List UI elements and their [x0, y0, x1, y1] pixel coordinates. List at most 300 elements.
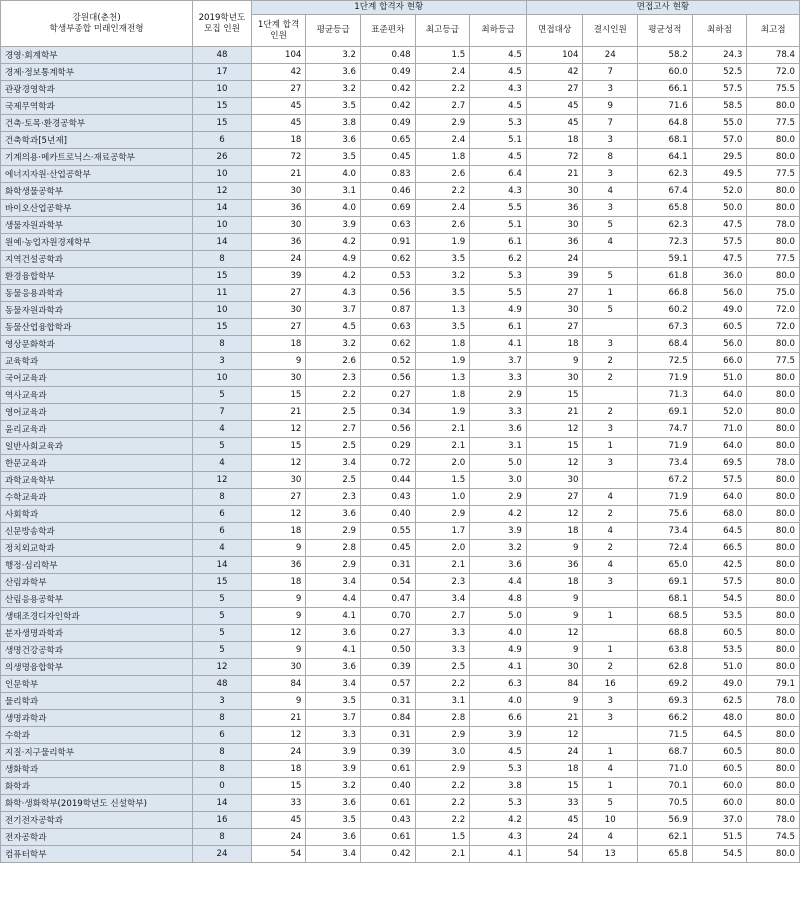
cell-max-score: 78.4	[747, 47, 800, 64]
cell-best-grade: 3.0	[415, 744, 470, 761]
cell-best-grade: 2.4	[415, 64, 470, 81]
cell-max-score: 80.0	[747, 200, 800, 217]
cell-std-dev: 0.44	[361, 472, 416, 489]
cell-stage1-passed: 21	[251, 166, 306, 183]
cell-worst-grade: 4.1	[470, 659, 527, 676]
cell-best-grade: 1.5	[415, 47, 470, 64]
cell-avg-grade: 4.0	[306, 200, 361, 217]
cell-quota: 15	[193, 115, 252, 132]
cell-avg-score: 72.3	[638, 234, 693, 251]
cell-worst-grade: 3.3	[470, 370, 527, 387]
cell-worst-grade: 6.6	[470, 710, 527, 727]
cell-avg-score: 69.3	[638, 693, 693, 710]
cell-worst-grade: 4.2	[470, 812, 527, 829]
table-row	[1, 846, 800, 863]
table-row	[1, 200, 800, 217]
cell-interview-target: 15	[526, 387, 583, 404]
cell-department: 일반사회교육과	[1, 438, 193, 455]
cell-best-grade: 3.3	[415, 642, 470, 659]
cell-avg-score: 65.8	[638, 846, 693, 863]
cell-min-score: 51.0	[692, 370, 747, 387]
cell-absentees: 3	[583, 574, 638, 591]
cell-best-grade: 2.2	[415, 778, 470, 795]
cell-avg-grade: 3.5	[306, 149, 361, 166]
cell-stage1-passed: 36	[251, 234, 306, 251]
cell-department: 바이오산업공학부	[1, 200, 193, 217]
cell-max-score: 80.0	[747, 183, 800, 200]
cell-department: 화학·생화학부(2019학년도 신설학부)	[1, 795, 193, 812]
cell-department: 국제무역학과	[1, 98, 193, 115]
cell-quota: 6	[193, 132, 252, 149]
cell-department: 인문학부	[1, 676, 193, 693]
cell-stage1-passed: 9	[251, 693, 306, 710]
cell-max-score: 80.0	[747, 778, 800, 795]
cell-avg-score: 62.8	[638, 659, 693, 676]
cell-worst-grade: 5.5	[470, 285, 527, 302]
cell-min-score: 49.5	[692, 166, 747, 183]
cell-quota: 4	[193, 455, 252, 472]
cell-avg-score: 71.9	[638, 370, 693, 387]
cell-worst-grade: 3.9	[470, 523, 527, 540]
cell-quota: 10	[193, 302, 252, 319]
cell-quota: 10	[193, 217, 252, 234]
table-row	[1, 540, 800, 557]
cell-best-grade: 2.4	[415, 132, 470, 149]
cell-std-dev: 0.49	[361, 115, 416, 132]
cell-avg-grade: 3.9	[306, 744, 361, 761]
table-title-line2: 학생부종합 미래인재전형	[49, 23, 144, 34]
cell-avg-score: 73.4	[638, 455, 693, 472]
cell-quota: 15	[193, 319, 252, 336]
cell-worst-grade: 5.3	[470, 795, 527, 812]
table-row	[1, 98, 800, 115]
cell-stage1-passed: 42	[251, 64, 306, 81]
cell-std-dev: 0.31	[361, 727, 416, 744]
cell-avg-grade: 3.2	[306, 47, 361, 64]
cell-max-score: 80.0	[747, 404, 800, 421]
cell-interview-target: 45	[526, 812, 583, 829]
cell-department: 생물자원과학부	[1, 217, 193, 234]
cell-interview-target: 33	[526, 795, 583, 812]
cell-avg-grade: 3.8	[306, 115, 361, 132]
cell-absentees: 5	[583, 302, 638, 319]
cell-min-score: 71.0	[692, 421, 747, 438]
cell-min-score: 49.0	[692, 302, 747, 319]
cell-absentees: 4	[583, 523, 638, 540]
cell-avg-grade: 3.4	[306, 676, 361, 693]
interview-group-header: 면접고사 현황	[526, 1, 799, 15]
cell-avg-grade: 3.5	[306, 693, 361, 710]
cell-stage1-passed: 24	[251, 744, 306, 761]
cell-avg-grade: 3.5	[306, 812, 361, 829]
cell-department: 신문방송학과	[1, 523, 193, 540]
cell-quota: 0	[193, 778, 252, 795]
cell-std-dev: 0.53	[361, 268, 416, 285]
cell-avg-grade: 2.2	[306, 387, 361, 404]
cell-std-dev: 0.63	[361, 319, 416, 336]
cell-absentees: 2	[583, 506, 638, 523]
cell-department: 지역건설공학과	[1, 251, 193, 268]
quota-header-line1: 2019학년도	[198, 12, 246, 23]
table-row	[1, 659, 800, 676]
cell-absentees: 7	[583, 115, 638, 132]
cell-department: 동물응용과학과	[1, 285, 193, 302]
cell-stage1-passed: 9	[251, 591, 306, 608]
cell-avg-score: 61.8	[638, 268, 693, 285]
cell-quota: 10	[193, 81, 252, 98]
cell-best-grade: 3.5	[415, 251, 470, 268]
cell-std-dev: 0.49	[361, 64, 416, 81]
cell-min-score: 64.5	[692, 727, 747, 744]
cell-avg-score: 60.2	[638, 302, 693, 319]
cell-best-grade: 2.2	[415, 795, 470, 812]
cell-min-score: 58.5	[692, 98, 747, 115]
cell-worst-grade: 6.2	[470, 251, 527, 268]
cell-std-dev: 0.61	[361, 761, 416, 778]
cell-stage1-passed: 30	[251, 659, 306, 676]
cell-min-score: 36.0	[692, 268, 747, 285]
cell-std-dev: 0.43	[361, 812, 416, 829]
cell-avg-grade: 3.2	[306, 81, 361, 98]
cell-best-grade: 2.1	[415, 846, 470, 863]
cell-max-score: 80.0	[747, 659, 800, 676]
cell-quota: 7	[193, 404, 252, 421]
cell-department: 영어교육과	[1, 404, 193, 421]
cell-worst-grade: 3.3	[470, 404, 527, 421]
cell-best-grade: 2.6	[415, 166, 470, 183]
cell-worst-grade: 5.3	[470, 115, 527, 132]
cell-stage1-passed: 9	[251, 353, 306, 370]
cell-min-score: 47.5	[692, 251, 747, 268]
cell-std-dev: 0.87	[361, 302, 416, 319]
cell-min-score: 68.0	[692, 506, 747, 523]
cell-min-score: 57.5	[692, 234, 747, 251]
cell-avg-score: 66.8	[638, 285, 693, 302]
cell-min-score: 51.0	[692, 659, 747, 676]
cell-interview-target: 36	[526, 557, 583, 574]
cell-min-score: 55.0	[692, 115, 747, 132]
cell-max-score: 80.0	[747, 727, 800, 744]
cell-worst-grade: 2.9	[470, 387, 527, 404]
cell-min-score: 47.5	[692, 217, 747, 234]
cell-avg-score: 62.3	[638, 217, 693, 234]
cell-absentees: 13	[583, 846, 638, 863]
cell-avg-grade: 4.1	[306, 608, 361, 625]
cell-quota: 15	[193, 574, 252, 591]
cell-min-score: 64.0	[692, 387, 747, 404]
cell-min-score: 60.0	[692, 778, 747, 795]
cell-min-score: 66.5	[692, 540, 747, 557]
cell-absentees	[583, 387, 638, 404]
cell-max-score: 80.0	[747, 642, 800, 659]
cell-interview-target: 30	[526, 302, 583, 319]
cell-max-score: 78.0	[747, 812, 800, 829]
cell-worst-grade: 3.2	[470, 540, 527, 557]
cell-avg-grade: 4.2	[306, 268, 361, 285]
cell-avg-grade: 3.6	[306, 659, 361, 676]
cell-best-grade: 2.9	[415, 506, 470, 523]
cell-interview-target: 54	[526, 846, 583, 863]
cell-department: 화학생물공학부	[1, 183, 193, 200]
cell-stage1-passed: 18	[251, 523, 306, 540]
cell-worst-grade: 3.9	[470, 727, 527, 744]
cell-interview-target: 21	[526, 404, 583, 421]
cell-absentees: 1	[583, 285, 638, 302]
cell-min-score: 52.0	[692, 404, 747, 421]
cell-stage1-passed: 54	[251, 846, 306, 863]
cell-min-score: 60.5	[692, 319, 747, 336]
cell-quota: 8	[193, 251, 252, 268]
cell-avg-score: 71.9	[638, 438, 693, 455]
cell-avg-score: 63.8	[638, 642, 693, 659]
cell-best-grade: 2.5	[415, 659, 470, 676]
cell-department: 정치외교학과	[1, 540, 193, 557]
cell-department: 의생명융합학부	[1, 659, 193, 676]
cell-quota: 11	[193, 285, 252, 302]
cell-department: 생화학과	[1, 761, 193, 778]
cell-std-dev: 0.47	[361, 591, 416, 608]
cell-max-score: 80.0	[747, 438, 800, 455]
cell-stage1-passed: 18	[251, 761, 306, 778]
cell-best-grade: 1.8	[415, 387, 470, 404]
cell-worst-grade: 4.1	[470, 846, 527, 863]
cell-best-grade: 1.8	[415, 336, 470, 353]
cell-absentees: 5	[583, 217, 638, 234]
cell-stage1-passed: 45	[251, 98, 306, 115]
cell-std-dev: 0.42	[361, 81, 416, 98]
cell-max-score: 80.0	[747, 574, 800, 591]
cell-min-score: 64.5	[692, 523, 747, 540]
cell-interview-target: 30	[526, 659, 583, 676]
cell-quota: 26	[193, 149, 252, 166]
cell-avg-grade: 2.5	[306, 472, 361, 489]
cell-avg-score: 60.0	[638, 64, 693, 81]
cell-interview-target: 104	[526, 47, 583, 64]
cell-std-dev: 0.61	[361, 829, 416, 846]
table-row	[1, 642, 800, 659]
cell-std-dev: 0.39	[361, 659, 416, 676]
cell-interview-target: 39	[526, 268, 583, 285]
cell-max-score: 80.0	[747, 710, 800, 727]
cell-std-dev: 0.65	[361, 132, 416, 149]
col-best-grade: 최고등급	[415, 15, 470, 47]
cell-worst-grade: 4.3	[470, 183, 527, 200]
cell-avg-score: 62.1	[638, 829, 693, 846]
table-row	[1, 523, 800, 540]
cell-std-dev: 0.63	[361, 217, 416, 234]
cell-avg-grade: 3.9	[306, 217, 361, 234]
cell-avg-score: 72.5	[638, 353, 693, 370]
cell-min-score: 50.0	[692, 200, 747, 217]
cell-interview-target: 21	[526, 166, 583, 183]
cell-std-dev: 0.27	[361, 387, 416, 404]
cell-std-dev: 0.70	[361, 608, 416, 625]
cell-stage1-passed: 30	[251, 472, 306, 489]
cell-avg-grade: 3.4	[306, 574, 361, 591]
cell-quota: 3	[193, 693, 252, 710]
cell-quota: 8	[193, 489, 252, 506]
cell-max-score: 80.0	[747, 132, 800, 149]
table-row	[1, 81, 800, 98]
cell-absentees: 1	[583, 438, 638, 455]
cell-department: 관광경영학과	[1, 81, 193, 98]
cell-avg-score: 69.2	[638, 676, 693, 693]
table-row	[1, 795, 800, 812]
cell-best-grade: 1.0	[415, 489, 470, 506]
cell-avg-grade: 2.9	[306, 523, 361, 540]
cell-interview-target: 36	[526, 234, 583, 251]
cell-avg-score: 68.4	[638, 336, 693, 353]
cell-quota: 8	[193, 710, 252, 727]
cell-max-score: 78.0	[747, 693, 800, 710]
cell-interview-target: 9	[526, 642, 583, 659]
cell-worst-grade: 5.1	[470, 132, 527, 149]
cell-interview-target: 30	[526, 370, 583, 387]
cell-best-grade: 3.1	[415, 693, 470, 710]
cell-department: 한문교육과	[1, 455, 193, 472]
cell-department: 국어교육과	[1, 370, 193, 387]
cell-best-grade: 2.2	[415, 81, 470, 98]
cell-avg-grade: 3.6	[306, 64, 361, 81]
cell-stage1-passed: 15	[251, 387, 306, 404]
cell-interview-target: 84	[526, 676, 583, 693]
cell-min-score: 48.0	[692, 710, 747, 727]
table-row	[1, 64, 800, 81]
table-row	[1, 47, 800, 64]
cell-avg-score: 72.4	[638, 540, 693, 557]
cell-quota: 12	[193, 659, 252, 676]
cell-best-grade: 3.5	[415, 319, 470, 336]
cell-stage1-passed: 15	[251, 778, 306, 795]
cell-interview-target: 24	[526, 829, 583, 846]
cell-interview-target: 12	[526, 421, 583, 438]
cell-stage1-passed: 30	[251, 183, 306, 200]
cell-absentees: 3	[583, 421, 638, 438]
table-row	[1, 778, 800, 795]
cell-std-dev: 0.31	[361, 557, 416, 574]
cell-max-score: 78.0	[747, 217, 800, 234]
cell-absentees: 4	[583, 829, 638, 846]
cell-avg-grade: 3.6	[306, 132, 361, 149]
cell-quota: 14	[193, 200, 252, 217]
cell-quota: 3	[193, 353, 252, 370]
cell-quota: 17	[193, 64, 252, 81]
cell-quota: 6	[193, 523, 252, 540]
cell-quota: 8	[193, 761, 252, 778]
cell-absentees: 16	[583, 676, 638, 693]
col-max-score: 최고점	[747, 15, 800, 47]
cell-avg-grade: 3.7	[306, 302, 361, 319]
cell-absentees: 4	[583, 557, 638, 574]
cell-absentees: 24	[583, 47, 638, 64]
cell-department: 전기전자공학과	[1, 812, 193, 829]
cell-max-score: 75.0	[747, 285, 800, 302]
table-row	[1, 387, 800, 404]
cell-avg-score: 64.1	[638, 149, 693, 166]
cell-quota: 14	[193, 557, 252, 574]
cell-best-grade: 3.3	[415, 625, 470, 642]
cell-max-score: 80.0	[747, 421, 800, 438]
cell-best-grade: 1.5	[415, 829, 470, 846]
cell-department: 동물산업융합학과	[1, 319, 193, 336]
cell-avg-grade: 3.9	[306, 761, 361, 778]
cell-department: 산림과학부	[1, 574, 193, 591]
cell-quota: 16	[193, 812, 252, 829]
cell-avg-score: 75.6	[638, 506, 693, 523]
cell-best-grade: 2.6	[415, 217, 470, 234]
cell-stage1-passed: 18	[251, 132, 306, 149]
cell-std-dev: 0.61	[361, 795, 416, 812]
cell-absentees: 4	[583, 183, 638, 200]
cell-min-score: 49.0	[692, 676, 747, 693]
cell-quota: 48	[193, 676, 252, 693]
table-row	[1, 727, 800, 744]
cell-avg-score: 71.6	[638, 98, 693, 115]
cell-best-grade: 1.5	[415, 472, 470, 489]
cell-avg-grade: 3.7	[306, 710, 361, 727]
cell-worst-grade: 6.1	[470, 234, 527, 251]
cell-stage1-passed: 18	[251, 574, 306, 591]
cell-interview-target: 18	[526, 132, 583, 149]
cell-max-score: 77.5	[747, 166, 800, 183]
cell-worst-grade: 4.1	[470, 336, 527, 353]
cell-worst-grade: 2.9	[470, 489, 527, 506]
cell-interview-target: 30	[526, 472, 583, 489]
cell-worst-grade: 5.3	[470, 761, 527, 778]
cell-worst-grade: 4.5	[470, 64, 527, 81]
cell-interview-target: 9	[526, 693, 583, 710]
cell-min-score: 42.5	[692, 557, 747, 574]
cell-std-dev: 0.40	[361, 506, 416, 523]
cell-interview-target: 24	[526, 251, 583, 268]
cell-interview-target: 27	[526, 319, 583, 336]
cell-avg-grade: 3.2	[306, 778, 361, 795]
cell-best-grade: 2.7	[415, 608, 470, 625]
cell-best-grade: 1.3	[415, 302, 470, 319]
cell-worst-grade: 5.0	[470, 608, 527, 625]
cell-stage1-passed: 27	[251, 319, 306, 336]
col-std-dev: 표준편차	[361, 15, 416, 47]
cell-avg-score: 68.1	[638, 591, 693, 608]
cell-absentees: 3	[583, 200, 638, 217]
cell-max-score: 80.0	[747, 149, 800, 166]
table-row	[1, 608, 800, 625]
cell-best-grade: 2.8	[415, 710, 470, 727]
cell-interview-target: 72	[526, 149, 583, 166]
cell-avg-score: 68.7	[638, 744, 693, 761]
cell-absentees: 5	[583, 795, 638, 812]
cell-absentees	[583, 251, 638, 268]
cell-absentees	[583, 625, 638, 642]
cell-min-score: 29.5	[692, 149, 747, 166]
cell-std-dev: 0.54	[361, 574, 416, 591]
table-row	[1, 625, 800, 642]
cell-interview-target: 9	[526, 353, 583, 370]
cell-department: 수학교육과	[1, 489, 193, 506]
table-row	[1, 132, 800, 149]
cell-std-dev: 0.42	[361, 98, 416, 115]
cell-avg-score: 56.9	[638, 812, 693, 829]
cell-std-dev: 0.62	[361, 251, 416, 268]
cell-absentees: 2	[583, 353, 638, 370]
table-row	[1, 319, 800, 336]
cell-best-grade: 3.4	[415, 591, 470, 608]
cell-max-score: 80.0	[747, 795, 800, 812]
cell-max-score: 80.0	[747, 370, 800, 387]
table-row	[1, 234, 800, 251]
cell-quota: 8	[193, 744, 252, 761]
cell-stage1-passed: 27	[251, 489, 306, 506]
